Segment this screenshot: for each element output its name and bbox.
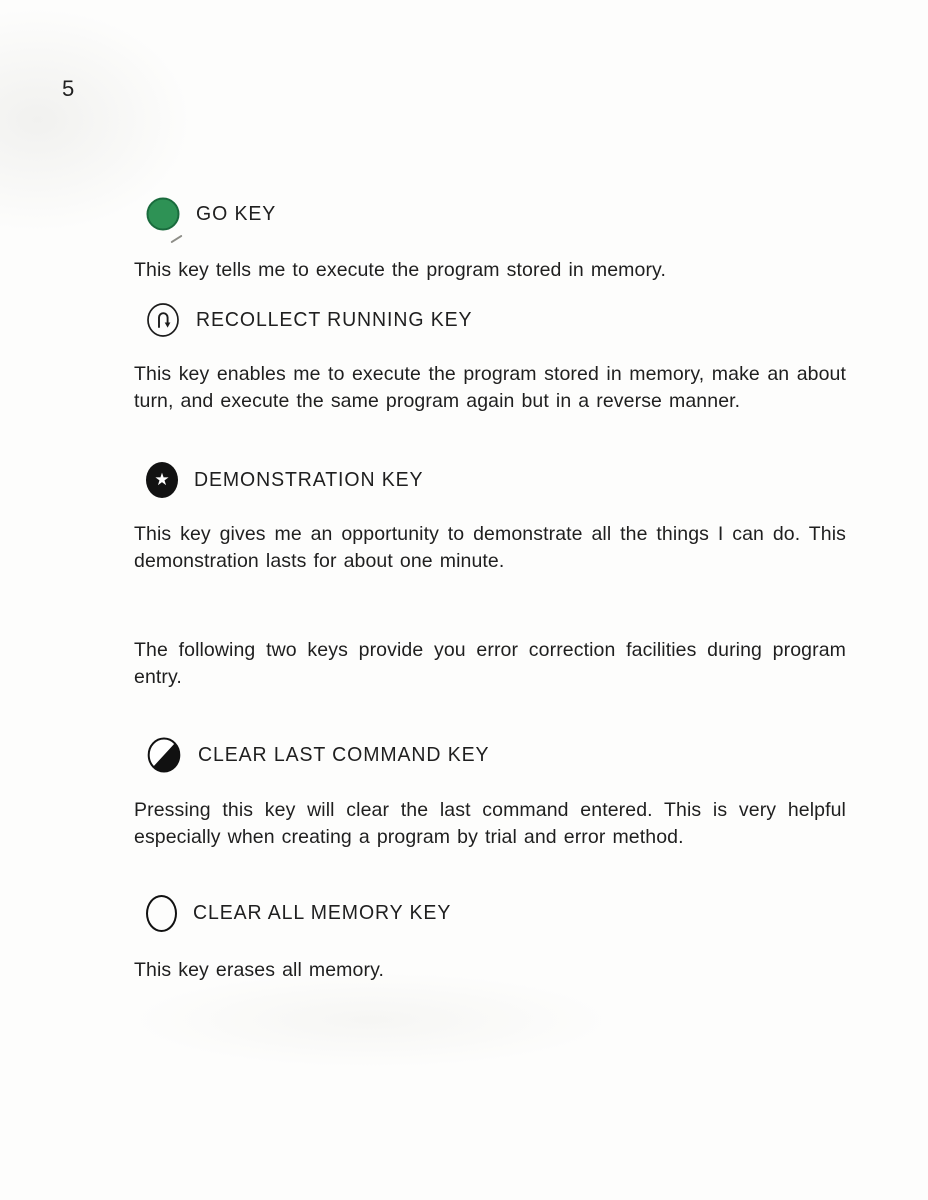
demonstration-key-icon: [146, 462, 178, 498]
key-label: DEMONSTRATION KEY: [194, 468, 424, 491]
key-label: GO KEY: [196, 202, 277, 225]
key-section-heading-demonstration: [146, 461, 423, 499]
page-number: 5: [62, 76, 75, 101]
key-section-heading-clear-last: [146, 736, 489, 774]
key-label: RECOLLECT RUNNING KEY: [196, 308, 473, 331]
key-label: CLEAR LAST COMMAND KEY: [198, 743, 490, 766]
key-description: This key erases all memory.: [134, 959, 384, 981]
go-key-icon: [146, 197, 180, 231]
key-description: This key enables me to execute the program stored in memory, make an about turn, and execute the same program again but in a reverse manner.: [134, 363, 846, 412]
u-turn-arrow-icon: [146, 302, 180, 338]
key-section-heading-recollect: [146, 301, 472, 339]
key-description: Pressing this key will clear the last command entered. This is very helpful especially when creating a program by trial and error method.: [134, 799, 846, 848]
half-filled-circle-icon: [146, 736, 182, 774]
key-section-heading-go: [146, 195, 276, 233]
stray-pencil-mark: [170, 235, 182, 244]
interlude-paragraph: The following two keys provide you error correction facilities during program entry.: [134, 639, 846, 688]
key-description: This key tells me to execute the program stored in memory.: [134, 259, 666, 281]
empty-circle-icon: [146, 895, 177, 932]
key-description: This key gives me an opportunity to demonstrate all the things I can do. This demonstration lasts for about one minute.: [134, 523, 846, 572]
star-icon: ★: [154, 469, 170, 489]
key-section-heading-clear-all: [146, 894, 451, 932]
key-label: CLEAR ALL MEMORY KEY: [193, 901, 452, 924]
